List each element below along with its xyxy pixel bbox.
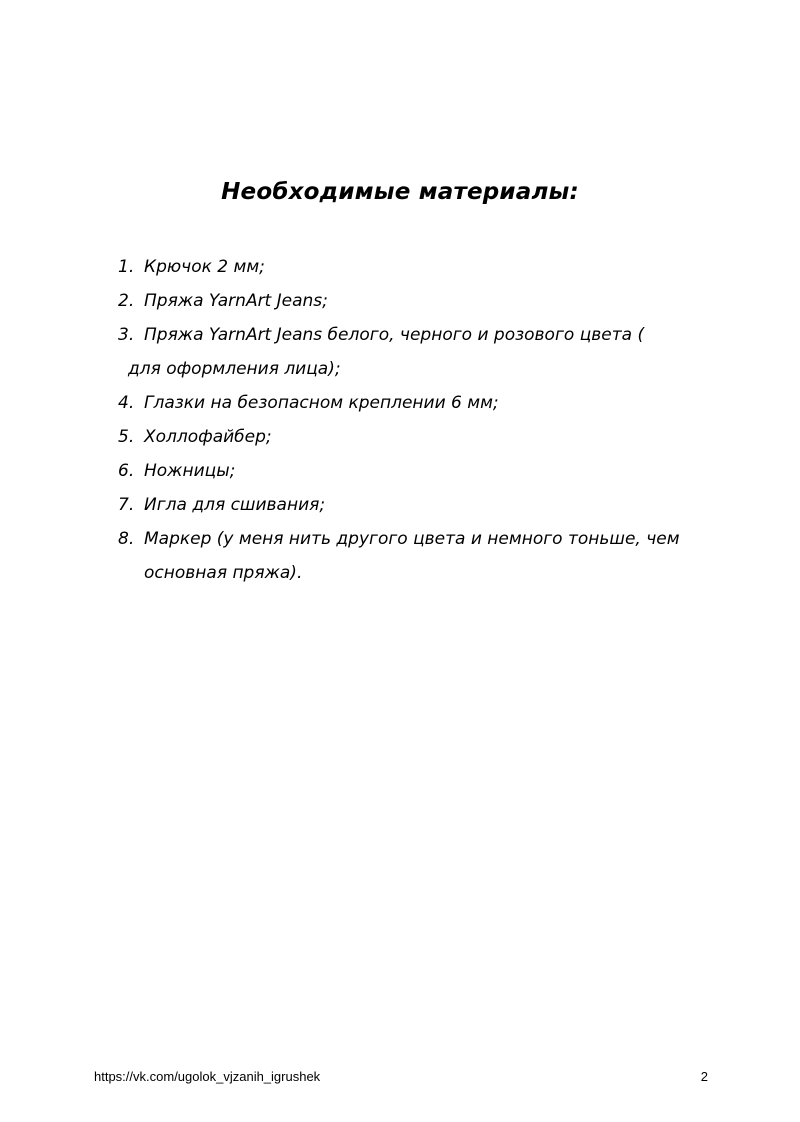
list-item-number: 1. [118, 257, 135, 277]
page-title: Необходимые материалы: [221, 179, 579, 205]
list-item-number: 7. [118, 495, 135, 515]
list-item [118, 522, 718, 590]
list-item-text: Крючок 2 мм; [144, 257, 265, 277]
footer-link[interactable]: https://vk.com/ugolok_vjzanih_igrushek [94, 1069, 321, 1084]
list-item-text: Пряжа YarnArt Jeans; [144, 291, 328, 311]
list-item-text: Игла для сшивания; [144, 495, 326, 515]
list-item [118, 420, 718, 454]
materials-list [118, 250, 718, 590]
list-item-text-line: Пряжа YarnArt Jeans белого, черного и розового цвета ( [144, 325, 645, 345]
list-item-number: 4. [118, 393, 135, 413]
list-item [118, 284, 718, 318]
list-item-text: Ножницы; [144, 461, 236, 481]
list-item-number: 8. [118, 529, 135, 549]
list-item-text: Глазки на безопасном креплении 6 мм; [144, 393, 499, 413]
page-number: 2 [700, 1069, 708, 1084]
list-item [118, 250, 718, 284]
list-item-number: 6. [118, 461, 135, 481]
list-item [118, 488, 718, 522]
list-item [118, 386, 718, 420]
list-item-text: Маркер (у меня нить другого цвета и немного тоньше, чем основная пряжа). [144, 529, 680, 583]
list-item-number: 3. [118, 325, 135, 345]
list-item-number: 5. [118, 427, 135, 447]
list-item-text-line: для оформления лица); [128, 359, 341, 379]
list-item-number: 2. [118, 291, 135, 311]
list-item-text: Холлофайбер; [144, 427, 272, 447]
list-item [118, 318, 718, 386]
list-item [118, 454, 718, 488]
list-item-text [128, 318, 718, 386]
